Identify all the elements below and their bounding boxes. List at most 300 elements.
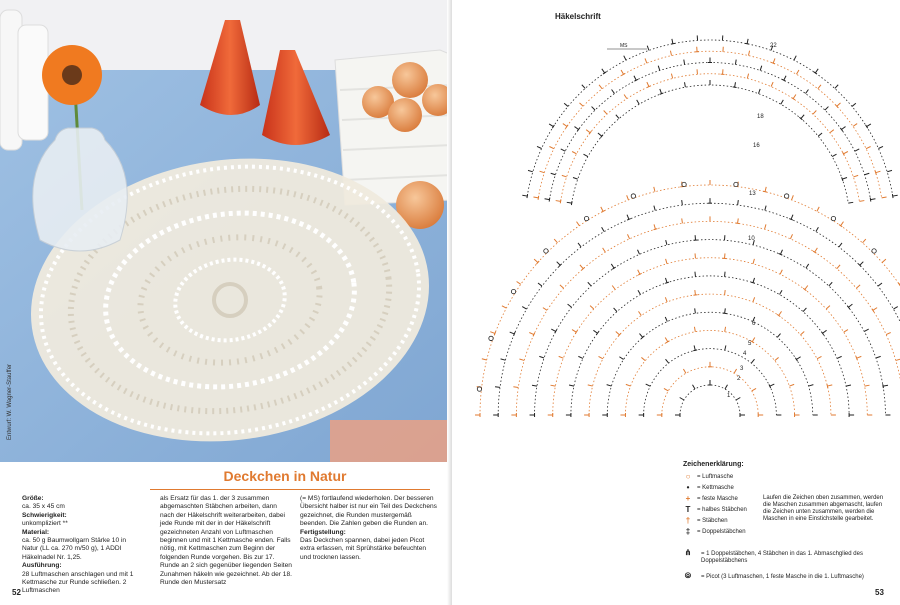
legend-note: Laufen die Zeichen oben zusammen, werden die Maschen zusammen abgemascht, laufen die Zeichen unten zusammen, werden die Maschen in eine Einstichstelle gearbeitet.	[763, 495, 884, 522]
legend-text: = Doppelstäbchen	[697, 528, 746, 535]
chart-picot	[584, 216, 588, 220]
chart-stitch	[634, 76, 636, 80]
difficulty-label: Schwierigkeit:	[22, 511, 67, 519]
chart-stitch	[522, 195, 527, 196]
chart-stitch	[624, 56, 626, 60]
legend-symbol-icon: •	[686, 483, 690, 492]
chart-stitch	[753, 297, 755, 302]
round-number-label: 5	[748, 341, 752, 347]
chart-stitch-bar	[627, 219, 631, 221]
chart-stitch	[528, 170, 533, 171]
chart-stitch	[619, 357, 623, 360]
chart-stitch-bar	[827, 384, 828, 388]
chart-stitch-bar	[771, 62, 775, 63]
chart-stitch	[563, 124, 567, 127]
chart-stitch	[612, 286, 615, 290]
material-value: ca. 50 g Baumwollgarn Stärke 10 in Natur (LL ca. 270 m/50 g), 1 ADDI Häkelnadel Nr. 1,25.	[22, 537, 127, 561]
chart-ring	[535, 240, 886, 415]
chart-stitch	[793, 94, 796, 98]
legend-item	[683, 494, 738, 503]
chart-stitch	[671, 74, 672, 79]
round-number-label: 3	[740, 366, 744, 372]
chart-stitch	[582, 85, 585, 89]
chart-stitch	[637, 100, 640, 104]
chart-stitch	[753, 278, 755, 283]
difficulty-value: unkompliziert **	[22, 520, 68, 528]
chart-stitch	[614, 308, 617, 312]
chart-stitch	[611, 264, 614, 268]
chart-stitch	[540, 171, 545, 173]
chart-stitch-bar	[842, 177, 843, 181]
chart-stitch	[646, 384, 651, 386]
chart-stitch	[825, 107, 829, 111]
chart-stitch-bar	[856, 356, 857, 360]
legend-item	[683, 505, 747, 514]
chart-stitch	[835, 85, 838, 89]
chart-stitch	[647, 46, 649, 51]
chart-stitch	[560, 285, 564, 288]
chart-stitch	[522, 307, 526, 310]
doily-photo-illustration	[0, 0, 452, 462]
chart-stitch-bar	[494, 332, 495, 336]
chart-stitch	[791, 215, 793, 220]
text-column-1	[22, 495, 144, 596]
chart-stitch	[725, 272, 726, 277]
chart-stitch	[817, 207, 819, 211]
chart-stitch-bar	[527, 194, 528, 198]
chart-stitch	[680, 398, 684, 401]
chart-stitch	[747, 39, 748, 44]
chart-stitch-bar	[883, 384, 884, 388]
chart-stitch	[752, 388, 756, 391]
chart-stitch	[593, 330, 597, 333]
chart-stitch	[532, 385, 537, 386]
chart-stitch	[794, 56, 796, 60]
chart-stitch	[867, 124, 871, 127]
chart-ring	[680, 385, 740, 415]
chart-stitch	[590, 306, 594, 309]
chart-stitch	[848, 304, 852, 307]
chart-stitch	[557, 262, 561, 266]
chart-stitch-bar	[789, 219, 793, 221]
chart-picot	[511, 289, 515, 293]
round-number-label: 10	[748, 236, 755, 242]
finishing-label: Fertigstellung:	[300, 528, 346, 536]
legend-text: = Stäbchen	[697, 517, 728, 524]
chart-stitch	[846, 385, 851, 386]
chart-stitch	[574, 127, 578, 130]
chart-stitch	[725, 385, 728, 389]
chart-stitch-bar	[538, 196, 539, 200]
chart-stitch	[599, 85, 602, 89]
legend-symbol-icon: †	[685, 516, 691, 525]
chart-stitch	[665, 278, 667, 283]
chart-stitch	[654, 224, 655, 229]
round-number-label: 18	[757, 114, 764, 120]
chart-stitch	[843, 152, 847, 154]
chart-stitch-bar	[665, 282, 669, 283]
chart-stitch	[864, 329, 868, 331]
chart-stitch	[580, 265, 583, 269]
chart-stitch	[543, 308, 547, 311]
chart-stitch	[693, 385, 696, 389]
chart-stitch-bar	[693, 350, 697, 351]
chart-stitch-bar	[751, 282, 755, 283]
chart-stitch	[855, 149, 859, 151]
chart-stitch-bar	[671, 43, 675, 44]
chart-stitch	[510, 332, 515, 334]
pattern-title: Deckchen in Natur	[223, 468, 347, 484]
chart-stitch	[685, 82, 686, 87]
page-number-left: 52	[12, 588, 21, 597]
chart-stitch	[792, 195, 794, 200]
chart-ring	[538, 51, 881, 198]
doily-photo	[0, 0, 452, 462]
chart-stitch	[842, 177, 847, 179]
chart-stitch	[780, 250, 782, 255]
chart-stitch	[578, 243, 581, 247]
chart-stitch	[801, 332, 805, 335]
chart-stitch	[578, 356, 583, 358]
chart-stitch	[893, 195, 898, 196]
chart-stitch	[598, 133, 602, 136]
chart-stitch	[638, 311, 641, 315]
chart-stitch	[695, 272, 696, 277]
chart-stitch	[551, 329, 555, 331]
chart-stitch	[666, 359, 669, 363]
chart-stitch	[572, 330, 576, 333]
photo-credit: Entwurf: W. Wagner-Stauffer	[7, 363, 13, 440]
chart-picot	[544, 249, 548, 253]
chart-stitch	[815, 248, 818, 252]
chart-stitch	[789, 384, 794, 386]
chart-stitch	[735, 60, 736, 65]
chart-stitch	[779, 311, 782, 315]
chart-stitch	[837, 356, 842, 358]
chart-stitch	[752, 337, 755, 341]
chart-stitch	[672, 39, 673, 44]
chart-stitch	[665, 297, 667, 302]
chart-stitch	[545, 199, 550, 200]
chart-stitch	[495, 387, 500, 388]
chart-stitch	[549, 146, 553, 148]
column3-text2: Das Deckchen spannen, dabei jeden Picot extra erfassen, mit Sprühstärke befeuchten und trocknen lassen.	[300, 537, 427, 561]
chart-stitch	[556, 201, 561, 202]
picot-icon: ⦾	[684, 571, 692, 580]
chart-stitch	[725, 345, 726, 350]
chart-stitch	[770, 384, 775, 386]
chart-stitch	[694, 345, 695, 350]
chart-ring	[527, 40, 892, 196]
chart-stitch	[607, 385, 612, 386]
chart-stitch	[817, 356, 821, 358]
chart-stitch	[748, 51, 749, 56]
legend-text: = halbes Stäbchen	[697, 506, 747, 513]
chart-stitch	[848, 202, 853, 203]
chart-stitch	[567, 202, 572, 203]
chart-stitch	[682, 200, 683, 205]
chart-stitch	[568, 304, 572, 307]
chart-ring	[553, 258, 868, 415]
chart-stitch	[695, 308, 696, 313]
legend-text: = Kettmasche	[697, 484, 734, 491]
chart-stitch	[815, 69, 818, 73]
legend-item	[683, 527, 746, 536]
chart-stitch	[683, 369, 686, 373]
chart-stitch	[865, 173, 870, 175]
chart-stitch	[670, 51, 671, 56]
chart-stitch	[572, 152, 576, 154]
legend-symbol-icon: ○	[685, 472, 691, 481]
material-label: Material:	[22, 528, 50, 536]
chart-stitch	[734, 369, 737, 373]
chart-stitch	[564, 103, 568, 106]
chart-stitch	[513, 387, 518, 388]
pattern-title-bar	[158, 468, 412, 486]
chart-stitch	[658, 66, 660, 71]
chart-ring	[498, 203, 900, 415]
chart-stitch	[796, 70, 798, 74]
ms-label: MS	[620, 43, 628, 49]
chart-picot	[631, 194, 635, 198]
chart-stitch-bar	[733, 87, 737, 88]
chart-stitch	[873, 308, 877, 311]
chart-stitch	[482, 359, 487, 360]
chart-stitch	[573, 177, 578, 179]
chart-stitch	[654, 206, 655, 211]
chart-stitch	[612, 89, 615, 93]
size-label: Größe:	[22, 495, 44, 502]
legend-text: = Luftmasche	[697, 473, 734, 480]
chart-stitch	[654, 187, 655, 192]
chart-stitch	[554, 239, 557, 243]
chart-stitch	[579, 103, 583, 106]
chart-stitch	[577, 222, 580, 226]
chart-stitch-bar	[736, 223, 740, 224]
chart-stitch	[853, 175, 858, 177]
chart-stitch	[627, 234, 629, 239]
round-number-label: 4	[743, 351, 747, 357]
chart-stitch	[551, 173, 556, 175]
chart-stitch	[893, 307, 897, 310]
legend-symbol-icon: +	[685, 494, 691, 503]
chart-stitch	[876, 171, 881, 173]
chart-stitch	[771, 82, 773, 87]
chart-stitch	[562, 175, 567, 177]
size-value: ca. 35 x 45 cm	[22, 503, 65, 511]
chart-stitch	[639, 334, 642, 338]
chart-stitch	[857, 356, 862, 358]
chart-stitch	[583, 154, 587, 156]
chart-stitch	[832, 154, 836, 156]
chart-stitch-bar	[723, 313, 727, 314]
chart-stitch	[837, 265, 840, 269]
chart-ring	[480, 185, 900, 415]
crochet-chart	[452, 25, 900, 485]
chart-stitch	[796, 357, 800, 360]
chart-stitch	[753, 259, 754, 264]
chart-stitch	[569, 385, 574, 386]
legend-item	[683, 516, 728, 525]
chart-stitch	[896, 359, 900, 360]
round-number-label: 2	[737, 376, 741, 382]
chart-stitch	[784, 76, 786, 80]
chart-stitch	[645, 58, 647, 63]
chart-stitch	[735, 82, 736, 87]
chart-stitch	[534, 259, 538, 262]
chart-stitch	[603, 248, 606, 252]
chart-picot	[831, 216, 835, 220]
chart-stitch	[602, 69, 605, 73]
chart-stitch	[887, 170, 892, 171]
chart-stitch	[684, 60, 685, 65]
chart-stitch	[638, 270, 640, 274]
chart-stitch	[878, 283, 882, 286]
chart-stitch	[773, 58, 775, 63]
chart-stitch	[624, 94, 627, 98]
chart-stitch	[856, 285, 860, 288]
chart-stitch	[760, 66, 762, 71]
chart-stitch-bar	[560, 199, 561, 203]
chart-picot	[784, 194, 788, 198]
chart-stitch	[841, 127, 845, 130]
legend-symbol-icon: ‡	[685, 527, 691, 536]
chart-stitch	[502, 306, 506, 308]
chart-stitch-bar	[763, 191, 767, 192]
chart-stitch	[780, 290, 783, 294]
chart-stitch	[818, 85, 821, 89]
chart-ring	[589, 294, 831, 415]
chart-stitch	[549, 124, 553, 127]
chart-stitch	[665, 317, 667, 322]
chart-stitch	[883, 385, 888, 386]
legend-text: = feste Masche	[697, 495, 738, 502]
chart-stitch	[519, 359, 524, 360]
chart-stitch	[695, 290, 696, 295]
page-number-right: 53	[875, 588, 884, 597]
round-number-label: 13	[749, 191, 756, 197]
chart-stitch	[841, 222, 844, 226]
chart-stitch	[588, 282, 591, 286]
chart-stitch	[736, 398, 740, 401]
text-column-3	[300, 495, 438, 562]
chart-stitch	[865, 385, 870, 386]
chart-stitch	[538, 283, 542, 286]
chart-stitch	[780, 270, 782, 274]
chart-picot	[872, 249, 876, 253]
chart-stitch	[604, 111, 607, 115]
legend-item	[683, 483, 734, 492]
chart-stitch	[765, 187, 766, 192]
chart-stitch	[682, 218, 683, 223]
round-number-label: 1	[727, 393, 731, 399]
chart-stitch-bar	[571, 201, 572, 205]
legend-extra1-text: = 1 Doppelstäbchen, 4 Stäbchen in das 1. Abmaschglied des Doppelstäbchens	[701, 551, 863, 564]
chart-stitch	[641, 357, 645, 360]
dc-cluster-icon: ⋔	[684, 548, 692, 557]
chart-ring	[572, 85, 849, 203]
chart-stitch	[816, 227, 819, 231]
chart-stitch	[533, 197, 538, 198]
chart-stitch	[878, 146, 883, 148]
chart-stitch	[725, 290, 726, 295]
legend-extra2-text: = Picot (3 Luftmaschen, 1 feste Masche in die 1. Luftmasche)	[701, 574, 864, 580]
chart-stitch	[882, 197, 887, 198]
chart-stitch	[738, 218, 739, 223]
legend-symbol-icon: T	[685, 505, 691, 514]
chart-stitch	[886, 332, 891, 334]
chart-stitch	[823, 330, 827, 333]
chart-stitch	[638, 250, 640, 255]
column3-text1: (= MS) fortlaufend wiederholen. Der besseren Übersicht halber ist nur ein Teil des Deckchens gezeichnet, die Runden mustergemäß beenden. Die Zahlen geben die Runden an.	[300, 495, 437, 528]
chart-stitch	[665, 337, 668, 341]
chart-stitch	[790, 234, 792, 239]
chart-stitch	[616, 115, 619, 119]
chart-stitch	[882, 259, 886, 262]
legend-extra-dc	[683, 548, 891, 565]
chart-stitch	[550, 385, 555, 386]
round-number-label: 16	[753, 143, 760, 149]
legend-heading: Zeichenerklärung:	[683, 461, 744, 468]
chart-picot	[489, 336, 493, 340]
instructions-value: 28 Luftmaschen anschlagen und mit 1 Kettmasche zur Runde schließen. 2 Luftmaschen	[22, 570, 134, 595]
chart-stitch	[765, 206, 766, 211]
chart-stitch	[860, 262, 864, 266]
chart-stitch	[818, 133, 822, 136]
chart-stitch	[666, 240, 667, 245]
chart-stitch	[758, 89, 760, 94]
chart-stitch	[809, 385, 814, 386]
chart-stitch	[859, 201, 864, 202]
chart-stitch	[588, 385, 593, 386]
chart-stitch	[664, 388, 668, 391]
chart-stitch	[694, 327, 695, 332]
chart-stitch	[837, 103, 841, 106]
chart-ring	[571, 276, 849, 415]
title-underline	[150, 489, 430, 490]
chart-stitch	[866, 146, 870, 148]
chart-stitch	[537, 146, 542, 148]
chart-stitch	[621, 70, 623, 74]
chart-title: Häkelschrift	[555, 12, 601, 21]
chart-stitch	[876, 356, 881, 358]
chart-stitch	[806, 89, 809, 93]
chart-stitch	[765, 224, 766, 229]
chart-stitch	[805, 286, 808, 290]
instructions-label: Ausführung:	[22, 562, 62, 570]
chart-stitch	[501, 359, 506, 360]
chart-stitch	[844, 330, 848, 333]
chart-stitch	[490, 332, 495, 334]
chart-stitch	[725, 308, 726, 313]
chart-stitch	[853, 124, 857, 127]
chart-stitch-bar	[892, 194, 893, 198]
chart-stitch	[826, 306, 830, 309]
chart-stitch	[627, 195, 629, 200]
chart-stitch	[517, 282, 521, 285]
chart-stitch	[602, 227, 605, 231]
chart-stitch	[638, 290, 641, 294]
chart-stitch-bar	[875, 171, 876, 175]
chart-stitch	[738, 200, 739, 205]
chart-stitch	[781, 100, 784, 104]
chart-stitch	[775, 357, 779, 360]
chart-stitch	[801, 115, 804, 119]
chart-stitch	[830, 130, 834, 133]
chart-stitch	[806, 264, 809, 268]
chart-ring	[662, 367, 758, 415]
chart-stitch	[616, 332, 620, 335]
